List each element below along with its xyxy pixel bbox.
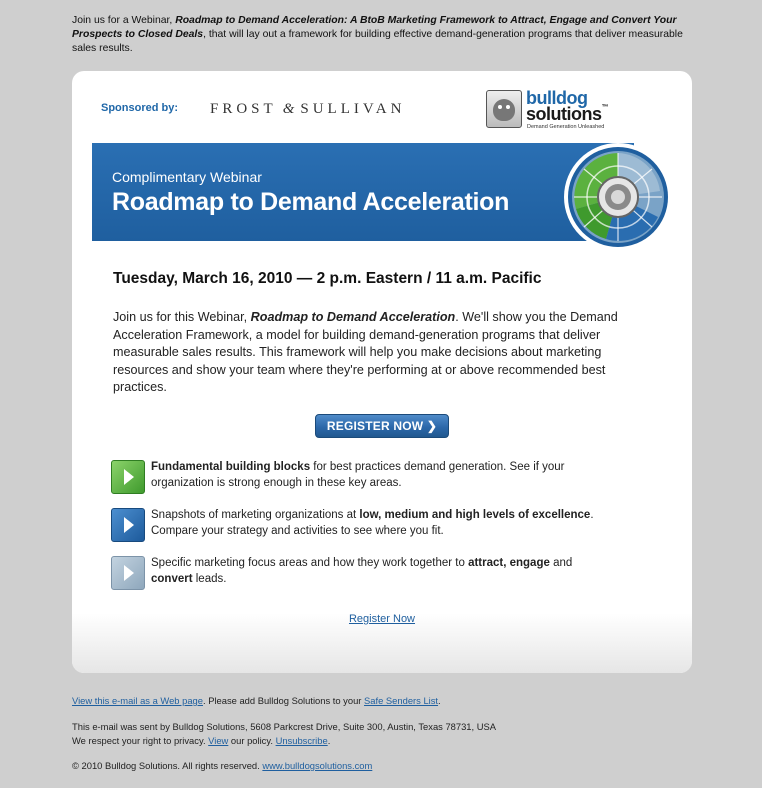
feature-text: Specific marketing focus areas and how they work together to attract, engage and convert leads. bbox=[151, 557, 573, 585]
banner-subtitle: Complimentary Webinar bbox=[112, 169, 262, 185]
website-link[interactable]: www.bulldogsolutions.com bbox=[262, 760, 373, 771]
feature-item bbox=[111, 556, 631, 590]
sponsored-by-label: Sponsored by: bbox=[101, 102, 179, 114]
footer-address: This e-mail was sent by Bulldog Solutions, 5608 Parkcrest Drive, Suite 300, Austin, Texas 78731, USA bbox=[72, 721, 497, 732]
bulldog-word: bulldog bbox=[526, 88, 588, 108]
webinar-banner bbox=[92, 143, 634, 241]
bulldog-logo-icon bbox=[486, 90, 522, 128]
banner-title: Roadmap to Demand Acceleration bbox=[112, 188, 510, 216]
event-date: Tuesday, March 16, 2010 — 2 p.m. Eastern / 11 a.m. Pacific bbox=[113, 270, 542, 287]
frost-ampersand: & bbox=[282, 101, 295, 117]
view-web-page-link[interactable]: View this e-mail as a Web page bbox=[72, 695, 203, 706]
feature-item bbox=[111, 508, 631, 542]
feature-item bbox=[111, 460, 631, 494]
frost-sullivan-logo bbox=[210, 101, 405, 118]
register-now-link[interactable]: Register Now bbox=[348, 613, 416, 625]
privacy-view-link[interactable]: View bbox=[208, 735, 229, 746]
email-card bbox=[72, 71, 692, 673]
bulldog-tagline: Demand Generation Unleashed bbox=[527, 124, 605, 130]
feature-text: Fundamental building blocks for best practices demand generation. See if your organization is strong enough in these key areas. bbox=[151, 461, 565, 489]
demand-dial-icon bbox=[562, 141, 674, 253]
safe-senders-link[interactable]: Safe Senders List bbox=[364, 695, 439, 706]
webinar-description: Join us for this Webinar, Roadmap to Demand Acceleration. We'll show you the Demand Acceleration Framework, a model for building demand-generation programs that deliver measurable sales results. This framework will help you make decisions about marketing resources and show your team where they're performing at or above recommended best practices. bbox=[113, 310, 618, 395]
arrow-right-icon bbox=[111, 460, 145, 494]
feature-text: Snapshots of marketing organizations at low, medium and high levels of excellence. Compare your strategy and activities to see where you fit. bbox=[151, 509, 594, 537]
arrow-right-icon bbox=[111, 508, 145, 542]
sullivan-word: SULLIVAN bbox=[300, 101, 406, 117]
footer-copyright: © 2010 Bulldog Solutions. All rights reserved. www.bulldogsolutions.com bbox=[72, 760, 373, 771]
arrow-right-icon bbox=[111, 556, 145, 590]
intro-suffix: , that will lay out a framework for building effective demand-generation programs that deliver measurable sales results. bbox=[72, 29, 683, 54]
unsubscribe-link[interactable]: Unsubscribe bbox=[275, 735, 328, 746]
intro-webinar-title: Roadmap to Demand Acceleration: A BtoB Marketing Framework to Attract, Engage and Convert Your Prospects to Closed Deals bbox=[72, 15, 677, 40]
intro-prefix: Join us for a Webinar, bbox=[72, 15, 176, 26]
register-now-button[interactable]: REGISTER NOW ❯ bbox=[315, 414, 449, 438]
footer-privacy-line: We respect your right to privacy. View our policy. Unsubscribe. bbox=[72, 735, 331, 746]
solutions-word: solutions™ bbox=[526, 104, 608, 124]
frost-word: FROST bbox=[210, 101, 277, 117]
intro-text bbox=[72, 14, 692, 56]
footer-web-line: View this e-mail as a Web page. Please add Bulldog Solutions to your Safe Senders List. bbox=[72, 695, 441, 706]
